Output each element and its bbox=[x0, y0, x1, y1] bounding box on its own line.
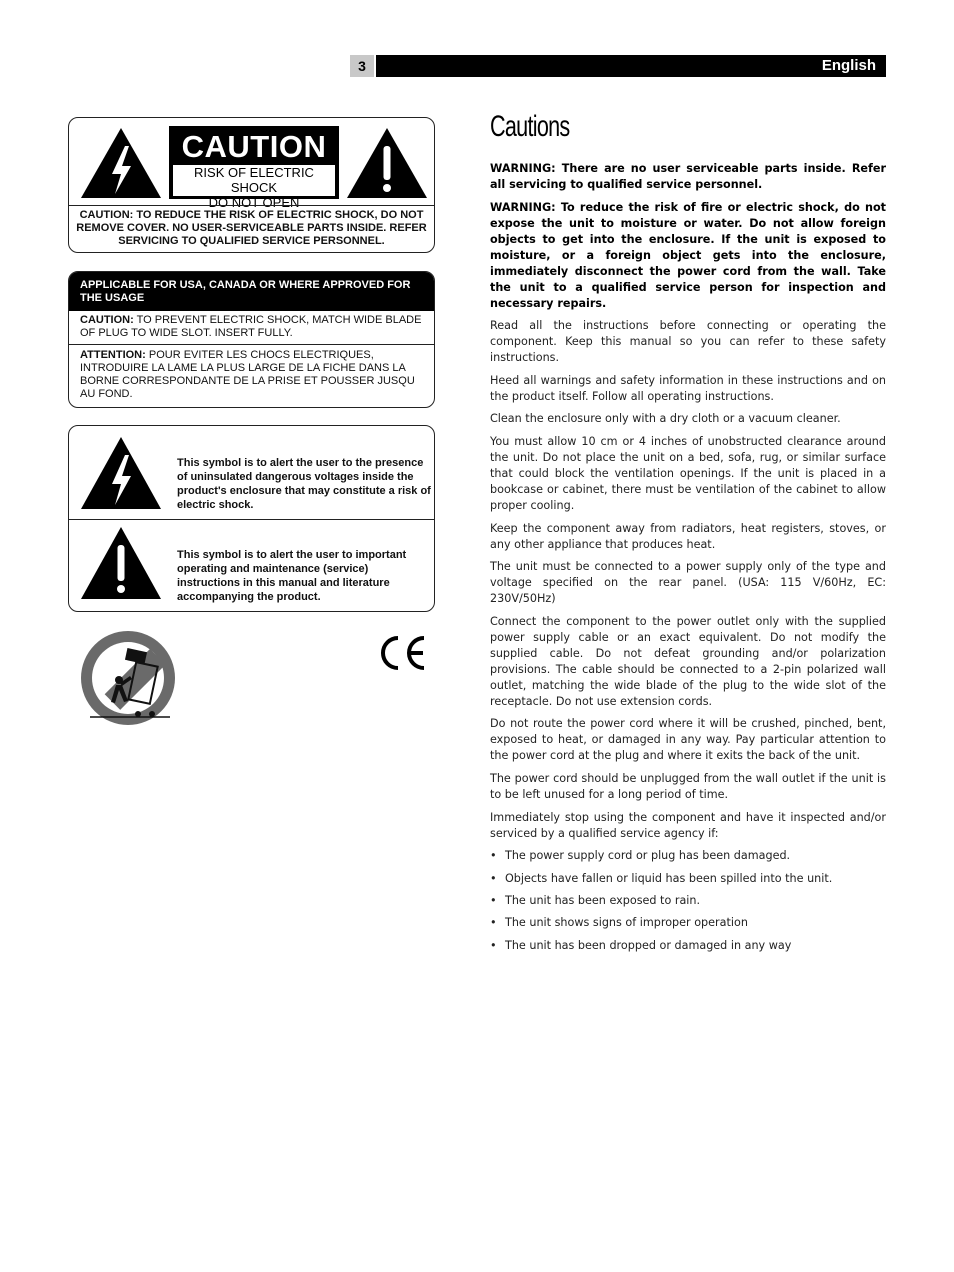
divider bbox=[69, 205, 434, 206]
usa-caution-text bbox=[80, 314, 428, 340]
exclamation-triangle-icon bbox=[79, 525, 163, 601]
paragraph-stop-using: Immediately stop using the component and have it inspected and/or serviced by a qualified service agency if: bbox=[490, 810, 886, 840]
paragraph-power-cable: Connect the component to the power outlet only with the supplied power supply cable or an exact equivalent. Do not modify the supplied cable. Do not defeat grounding and/or polarization provisions. The cable should be connected to a 2-pin polarized wall outlet, matching the wide blade of the plug to the wide slot of the receptacle. Do not use extension cords. bbox=[490, 614, 886, 708]
paragraph-clearance: You must allow 10 cm or 4 inches of unobstructed clearance around the unit. Do not place the unit on a bed, sofa, rug, or similar surface that could block the ventilation openings. If the unit is placed in a bookcase or cabinet, there must be ventilation of the cabinet to allow proper cooling. bbox=[490, 434, 886, 512]
usa-attention-text bbox=[80, 349, 428, 401]
list-item: • The unit has been dropped or damaged in any way bbox=[490, 938, 886, 954]
list-item: • The unit has been exposed to rain. bbox=[490, 893, 886, 909]
paragraph-clean: Clean the enclosure only with a dry cloth or a vacuum cleaner. bbox=[490, 412, 841, 426]
no-cart-tipping-icon bbox=[78, 628, 178, 728]
caution-warning-text: CAUTION: TO REDUCE THE RISK OF ELECTRIC SHOCK, DO NOT REMOVE COVER. NO USER-SERVICEABLE PARTS INSIDE. REFER SERVICING TO QUALIFIED SERVICE PERSONNEL. bbox=[76, 209, 427, 247]
damage-list bbox=[490, 848, 886, 954]
paragraph-power-cord-route: Do not route the power cord where it will be crushed, pinched, bent, exposed to heat, or damaged in any way. Pay particular attention to the power cord at the plug and where it exits the back of the unit. bbox=[490, 717, 886, 763]
usa-caution-body: TO PREVENT ELECTRIC SHOCK, MATCH WIDE BLADE OF PLUG TO WIDE SLOT. INSERT FULLY. bbox=[80, 314, 422, 339]
warning-moisture: WARNING: To reduce the risk of fire or electric shock, do not expose the unit to moisture or water. Do not allow foreign objects to get into the enclosure. If the unit is exposed to moisture, or a foreign object gets into the enclosure, immediately disconnect the power cord from the wall. Take the unit to a qualified service person for inspection and necessary repairs. bbox=[490, 200, 886, 310]
lightning-triangle-icon bbox=[79, 126, 163, 200]
caution-banner bbox=[169, 126, 339, 210]
divider bbox=[69, 519, 434, 520]
paragraph-heat: Keep the component away from radiators, heat registers, stoves, or any other appliance that produces heat. bbox=[490, 521, 886, 551]
list-item: • Objects have fallen or liquid has been spilled into the unit. bbox=[490, 871, 886, 887]
caution-label-box bbox=[68, 117, 435, 253]
lightning-symbol-text: This symbol is to alert the user to the presence of uninsulated dangerous voltages inside the product's enclosure that may constitute a risk of electric shock. bbox=[177, 457, 431, 511]
symbols-explanation-box bbox=[68, 425, 435, 612]
caution-subtitle bbox=[173, 165, 335, 210]
language-label: English bbox=[821, 57, 876, 74]
usa-attention-label: ATTENTION: bbox=[80, 349, 146, 361]
exclamation-triangle-icon bbox=[345, 126, 429, 200]
usa-caution-label: CAUTION: bbox=[80, 314, 134, 326]
cautions-content bbox=[490, 161, 886, 960]
caution-title: CAUTION bbox=[181, 129, 327, 164]
usa-header: APPLICABLE FOR USA, CANADA OR WHERE APPROVED FOR THE USAGE bbox=[69, 272, 434, 311]
exclamation-symbol-text: This symbol is to alert the user to important operating and maintenance (service) instructions in this manual and literature accompanying the product. bbox=[177, 549, 407, 603]
paragraph-heed-warnings: Heed all warnings and safety information in these instructions and on the product itself. Follow all operating instructions. bbox=[490, 373, 886, 403]
usa-plug-box bbox=[68, 271, 435, 408]
paragraph-power-supply: The unit must be connected to a power supply only of the type and voltage specified on the rear panel. (USA: 115 V/60Hz, EC: 230V/50Hz) bbox=[490, 560, 886, 606]
paragraph-read-instructions: Read all the instructions before connecting or operating the component. Keep this manual so you can refer to these safety instructions. bbox=[490, 319, 886, 365]
language-bar bbox=[376, 55, 886, 77]
lightning-triangle-icon bbox=[79, 435, 163, 511]
page-number: 3 bbox=[350, 55, 374, 77]
paragraph-unplug: The power cord should be unplugged from the wall outlet if the unit is to be left unused for a long period of time. bbox=[490, 771, 886, 801]
divider bbox=[69, 344, 434, 345]
list-item: • The unit shows signs of improper operation bbox=[490, 915, 886, 931]
ce-mark-icon bbox=[376, 634, 428, 672]
page-title: Cautions bbox=[490, 110, 570, 143]
list-item: • The power supply cord or plug has been damaged. bbox=[490, 848, 886, 864]
usa-attention-body: POUR EVITER LES CHOCS ELECTRIQUES, INTRODUIRE LA LAME LA PLUS LARGE DE LA FICHE DANS LA BORNE CORRESPONDANTE DE LA PRISE ET POUSSER JUSQU AU FOND. bbox=[80, 349, 415, 400]
caution-subtitle-line2: DO NOT OPEN bbox=[208, 195, 300, 210]
caution-subtitle-line1: RISK OF ELECTRIC SHOCK bbox=[194, 165, 314, 195]
warning-service: WARNING: There are no user serviceable parts inside. Refer all servicing to qualified service personnel. bbox=[490, 162, 886, 191]
